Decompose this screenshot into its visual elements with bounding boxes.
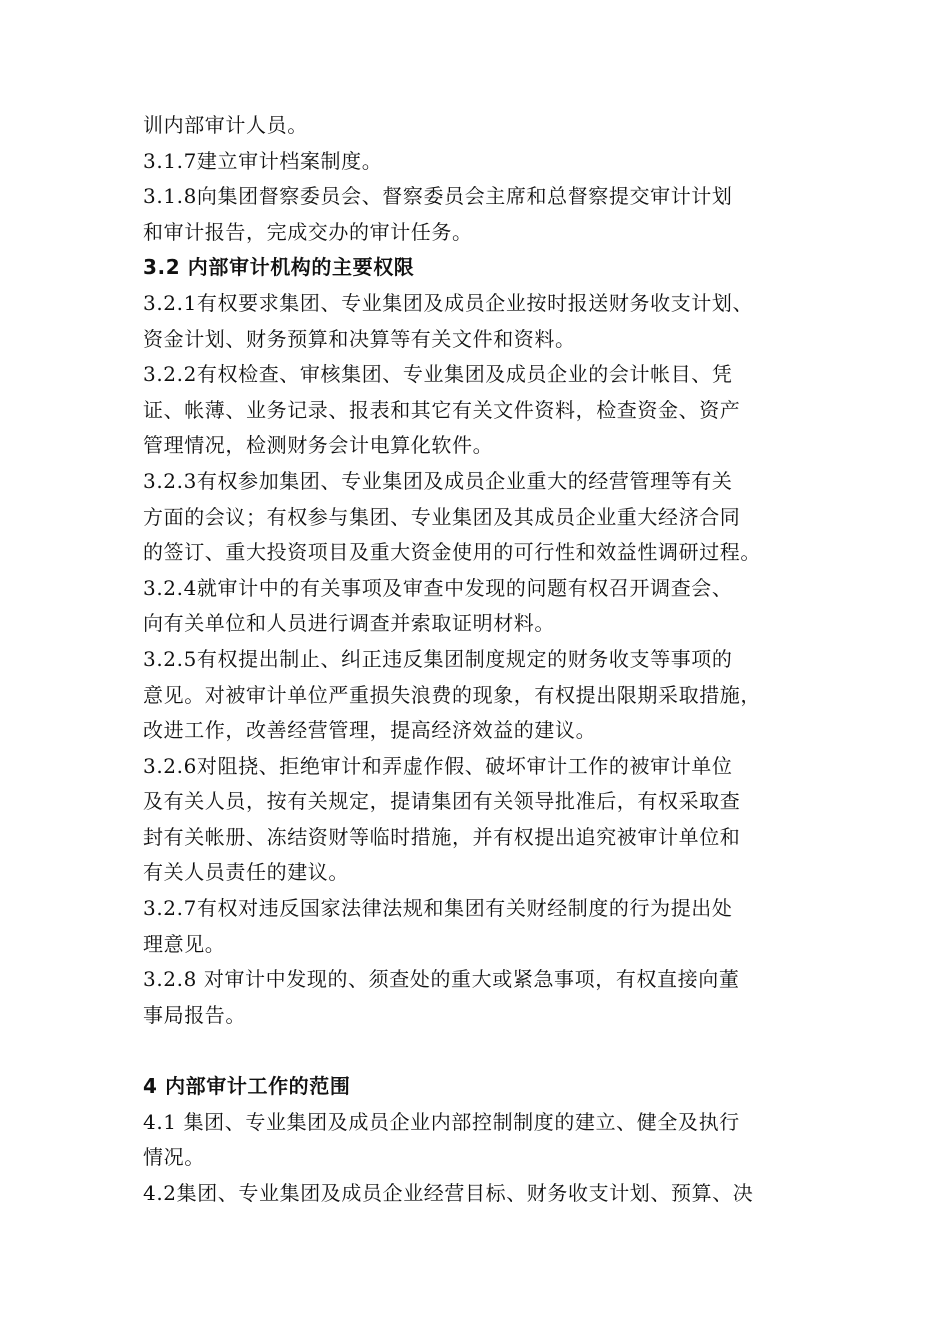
text-line: 管理情况，检测财务会计电算化软件。 [143,433,494,458]
text-line: 封有关帐册、冻结资财等临时措施，并有权提出追究被审计单位和 [143,824,741,849]
text-line: 情况。 [143,1145,205,1170]
text-line: 3.2.2有权检查、审核集团、专业集团及成员企业的会计帐目、凭 [143,362,733,387]
text-line: 理意见。 [143,931,226,956]
text-line: 3.2.7有权对违反国家法律法规和集团有关财经制度的行为提出处 [143,896,733,921]
text-line: 方面的会议；有权参与集团、专业集团及其成员企业重大经济合同 [143,504,741,529]
text-line: 的签订、重大投资项目及重大资金使用的可行性和效益性调研过程。 [143,540,761,565]
text-line: 改进工作，改善经营管理，提高经济效益的建议。 [143,718,597,743]
text-line: 证、帐薄、业务记录、报表和其它有关文件资料，检查资金、资产 [143,397,741,422]
text-line: 3.2.3有权参加集团、专业集团及成员企业重大的经营管理等有关 [143,468,733,493]
text-line: 3.2.8 对审计中发现的、须查处的重大或紧急事项，有权直接向董 [143,967,740,992]
document-body [143,108,823,1211]
text-line: 资金计划、财务预算和决算等有关文件和资料。 [143,326,576,351]
text-line: 3.2.6对阻挠、拒绝审计和弄虚作假、破坏审计工作的被审计单位 [143,753,733,778]
text-line: 训内部审计人员。 [143,113,308,137]
text-line: 和审计报告，完成交办的审计任务。 [143,219,473,244]
text-line: 4.1 集团、专业集团及成员企业内部控制制度的建立、健全及执行 [143,1109,740,1134]
paragraph-gap [143,1033,823,1069]
text-line: 3.2.1有权要求集团、专业集团及成员企业按时报送财务收支计划、 [143,290,754,315]
text-line: 4.2集团、专业集团及成员企业经营目标、财务收支计划、预算、决 [143,1180,754,1205]
text-line: 意见。对被审计单位严重损失浪费的现象，有权提出限期采取措施， [143,682,761,707]
text-line: 3.2.4就审计中的有关事项及审查中发现的问题有权召开调查会、 [143,575,733,600]
text-line: 3.1.8向集团督察委员会、督察委员会主席和总督察提交审计计划 [143,184,733,209]
section-heading-4: 4 内部审计工作的范围 [143,1074,351,1099]
text-line: 有关人员责任的建议。 [143,860,349,885]
text-line: 事局报告。 [143,1002,246,1027]
text-line: 3.1.7建立审计档案制度。 [143,148,383,173]
text-line: 及有关人员，按有关规定，提请集团有关领导批准后，有权采取查 [143,789,741,814]
section-heading-3-2: 3.2 内部审计机构的主要权限 [143,255,415,280]
text-line: 向有关单位和人员进行调查并索取证明材料。 [143,611,555,636]
text-line: 3.2.5有权提出制止、纠正违反集团制度规定的财务收支等事项的 [143,646,733,671]
